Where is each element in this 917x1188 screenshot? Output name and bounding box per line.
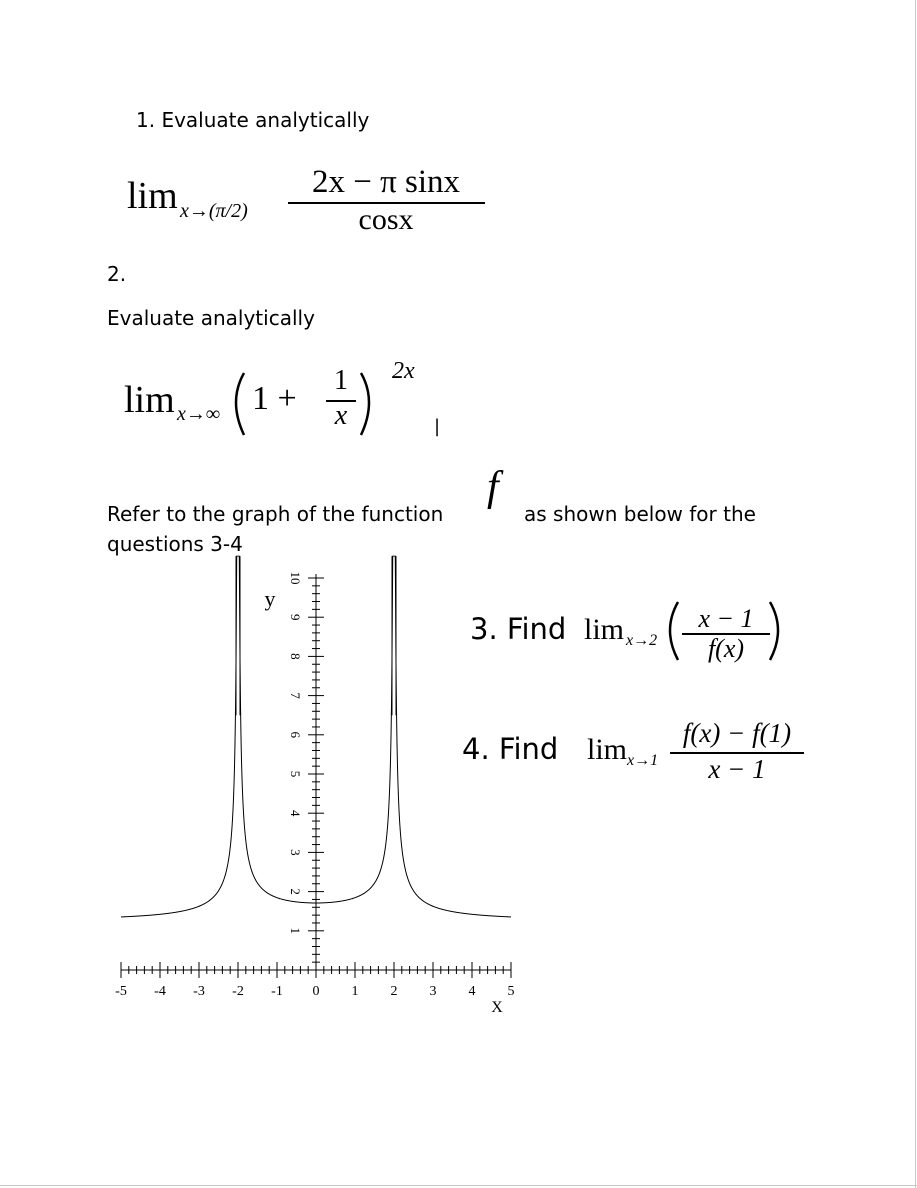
q1-denominator: cosx	[358, 203, 414, 236]
x-tick-label: -1	[271, 984, 283, 999]
refer-function-symbol: f	[487, 464, 499, 510]
q2-lim-subscript: x→∞	[177, 403, 221, 425]
q2-frac-denominator: x	[334, 400, 348, 431]
y-tick-label: 9	[288, 613, 304, 621]
y-axis-ticks	[288, 572, 324, 963]
function-curve-branch	[394, 556, 511, 917]
q3-lim-subscript: x→2	[626, 632, 658, 649]
q1-heading: 1. Evaluate analytically	[136, 108, 370, 132]
x-tick-label: 4	[468, 984, 476, 999]
x-tick-label: 1	[351, 984, 359, 999]
x-tick-label: 5	[507, 984, 515, 999]
x-tick-label: 0	[312, 984, 320, 999]
q2-heading: Evaluate analytically	[107, 306, 315, 330]
graph-axes	[121, 571, 511, 970]
refer-text-after: as shown below for the	[524, 502, 756, 526]
q2-lim: lim	[124, 379, 175, 421]
y-tick-label: 5	[288, 770, 304, 778]
y-axis-label: y	[264, 586, 276, 611]
q3-numerator: x − 1	[698, 604, 754, 633]
q1-lim-subscript: x→(π/2)	[180, 200, 248, 222]
q3-denominator: f(x)	[707, 634, 745, 663]
q4-numerator: f(x) − f(1)	[682, 718, 792, 748]
x-tick-label: -3	[193, 984, 205, 999]
x-tick-label: -5	[115, 984, 127, 999]
y-tick-label: 4	[288, 809, 304, 817]
q4-denominator: x − 1	[708, 754, 766, 784]
y-tick-label: 10	[288, 571, 304, 585]
q1-lim: lim	[127, 175, 178, 217]
y-tick-label: 6	[288, 731, 304, 739]
q1-numerator: 2x − π sinx	[311, 164, 461, 200]
q3-lim: lim	[584, 613, 625, 646]
x-tick-label: 3	[429, 984, 437, 999]
x-tick-label: -4	[154, 984, 166, 999]
y-tick-label: 3	[288, 849, 304, 856]
text-cursor: |	[434, 416, 441, 437]
y-tick-label: 2	[288, 888, 304, 895]
q4-prefix: 4. Find	[462, 732, 559, 766]
x-axis-label: X	[491, 999, 503, 1016]
q4-lim: lim	[587, 733, 628, 766]
x-axis-ticks	[115, 962, 514, 999]
q2-one-plus: 1 +	[252, 380, 297, 417]
y-tick-label: 7	[288, 692, 304, 699]
x-tick-label: -2	[232, 984, 244, 999]
function-curve-branch	[121, 556, 238, 917]
q3-prefix: 3. Find	[470, 612, 567, 646]
x-tick-label: 2	[390, 984, 398, 999]
y-tick-label: 8	[288, 653, 304, 660]
refer-text-before: Refer to the graph of the function	[107, 502, 444, 526]
q2-number: 2.	[107, 262, 127, 286]
y-tick-label: 1	[288, 927, 304, 935]
q2-frac-numerator: 1	[334, 365, 348, 396]
q2-exponent: 2x	[392, 358, 415, 384]
q4-lim-subscript: x→1	[627, 752, 659, 769]
refer-text-line2: questions 3-4	[107, 532, 243, 556]
